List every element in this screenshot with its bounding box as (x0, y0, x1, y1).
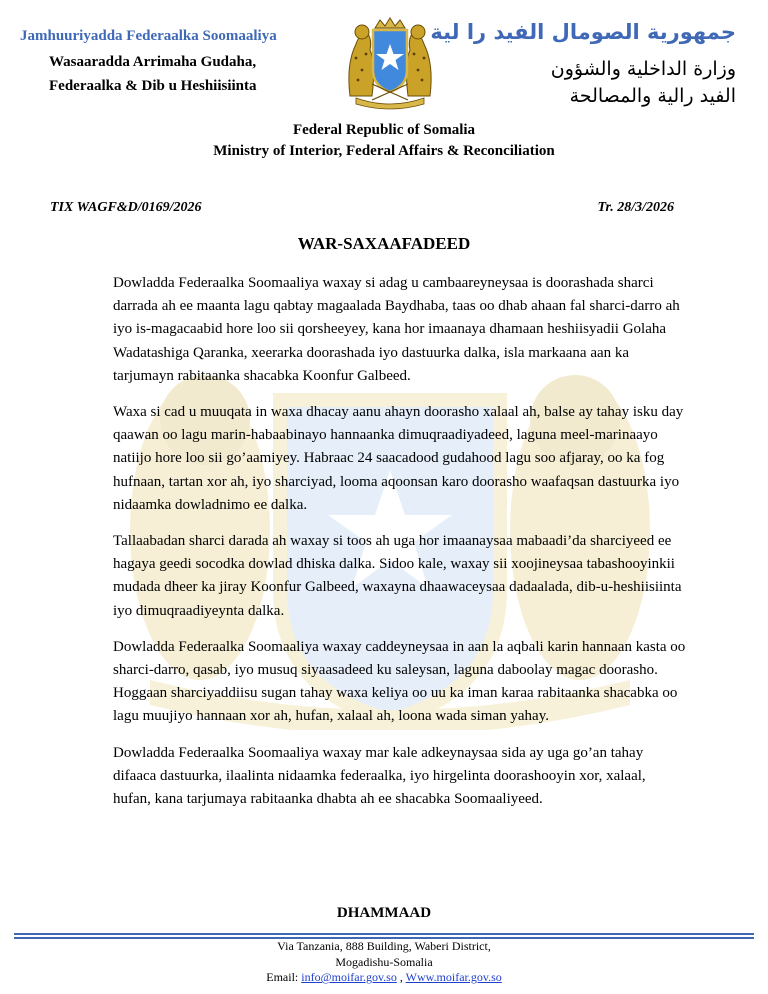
header-arabic-ministry-line1: وزارة الداخلية والشؤون (550, 58, 736, 80)
body-paragraph: Waxa si cad u muuqata in waxa dhacay aanu ahayn doorasho xalaal ah, balse ay tahay isku day qaawan oo lagu marin-habaabinayo hannaanka dimuqraadiyadeed, laguna meel-marinaayo natiijo hore loo sii go’aamiyey. Habraac 24 saacadood gudahood lagu soo afjaray, oo ka fog hufnaan, tartan xor ah, iyo sharciyad, looma aqoonsan karo doorasho waafaqsan dastuurka iyo nidaamka dowladnimo ee dalka. (113, 404, 684, 513)
body-paragraph: Tallaabadan sharci darada ah waxay si toos ah uga hor imaanaysaa mabaadi’da sharciyeed ee hagaya geedi socodka dowlad dhiska dalka. Sidoo kale, waxay sii xoojineysaa tabashooyinkii mudada dheer ka jiray Koonfur Galbeed, waxayna dhaawaceysaa dadaalada, dib-u-heshiisiinta iyo dimuqraadiyeynta dalka. (113, 533, 682, 619)
footer-divider (14, 933, 754, 935)
footer-contact (0, 970, 768, 986)
header-somali-ministry-line2: Federaalka & Dib u Heshiisiinta (49, 78, 257, 94)
coat-of-arms-icon (342, 14, 438, 110)
footer-address-line1: Via Tanzania, 888 Building, Waberi District, (277, 939, 491, 953)
footer-email-link[interactable]: info@moifar.gov.so (301, 970, 397, 984)
header-arabic-ministry (551, 56, 736, 110)
footer-separator: , (396, 970, 406, 984)
reference-number: TIX WAGF&D/0169/2026 (50, 200, 202, 215)
body-paragraph: Dowladda Federaalka Soomaaliya waxay si adag u cambaareyneysaa is doorashada sharci darrada ah ee maanta lagu qabtay magaalada Baydhaba, taas oo dhab ahaan fal sharci-darro ah iyo is-magacaabid hore loo sii qorsheeyey, kana hor imaanaya dhamaan heshiisyadii Golaha Wadatashiga Qaranka, xeerarka doorashada iyo dastuurka dalka, isla markaana aan ka tarjumayn rabitaanka shacabka Koonfur Galbeed. (113, 275, 680, 384)
footer-address (0, 939, 768, 986)
document-date: Tr. 28/3/2026 (597, 200, 674, 215)
header-english-ministry: Ministry of Interior, Federal Affairs & Reconciliation (213, 143, 555, 159)
footer-address-line2: Mogadishu-Somalia (335, 954, 433, 969)
body-paragraph: Dowladda Federaalka Soomaaliya waxay mar kale adkeynaysaa sida ay uga go’an tahay difaaca dastuurka, ilaalinta nidaamka federaalka, iyo hirgelinta doorashooyin xor, xalaal, hufan, kana tarjumaya rabitaanka dhabta ah ee shacabka Soomaaliyeed. (113, 744, 646, 808)
header-somali-republic: Jamhuuriyadda Federaalka Soomaaliya (20, 28, 277, 44)
document-body (113, 272, 687, 824)
footer-email-label: Email: (266, 970, 302, 984)
header-arabic-ministry-line2: الفيد رالية والمصالحة (569, 85, 736, 107)
footer-website-link[interactable]: Www.moifar.gov.so (405, 970, 502, 984)
header-somali-ministry (49, 50, 257, 98)
header-arabic-republic: جمهورية الصومال الفيد را لية (430, 20, 736, 44)
header-somali-ministry-line1: Wasaaradda Arrimaha Gudaha, (49, 54, 257, 70)
document-title: WAR-SAXAAFADEED (297, 234, 471, 253)
body-paragraph: Dowladda Federaalka Soomaaliya waxay caddeyneysaa in aan la aqbali karin hannaan kasta oo sharci-darro, qasab, iyo musuq siyaasadeed ku saleysan, laguna daboolay magac doorasho. Hoggaan sharciyaddiisu sugan tahay waxa keliya oo uu ka iman karaa rabitaanka shacabka oo lagu muujiyo hannaan xor ah, hufan, xalaal ah, loona wada siman yahay. (113, 638, 686, 725)
header-english-republic: Federal Republic of Somalia (292, 122, 476, 138)
closing-word: DHAMMAAD (336, 905, 432, 921)
